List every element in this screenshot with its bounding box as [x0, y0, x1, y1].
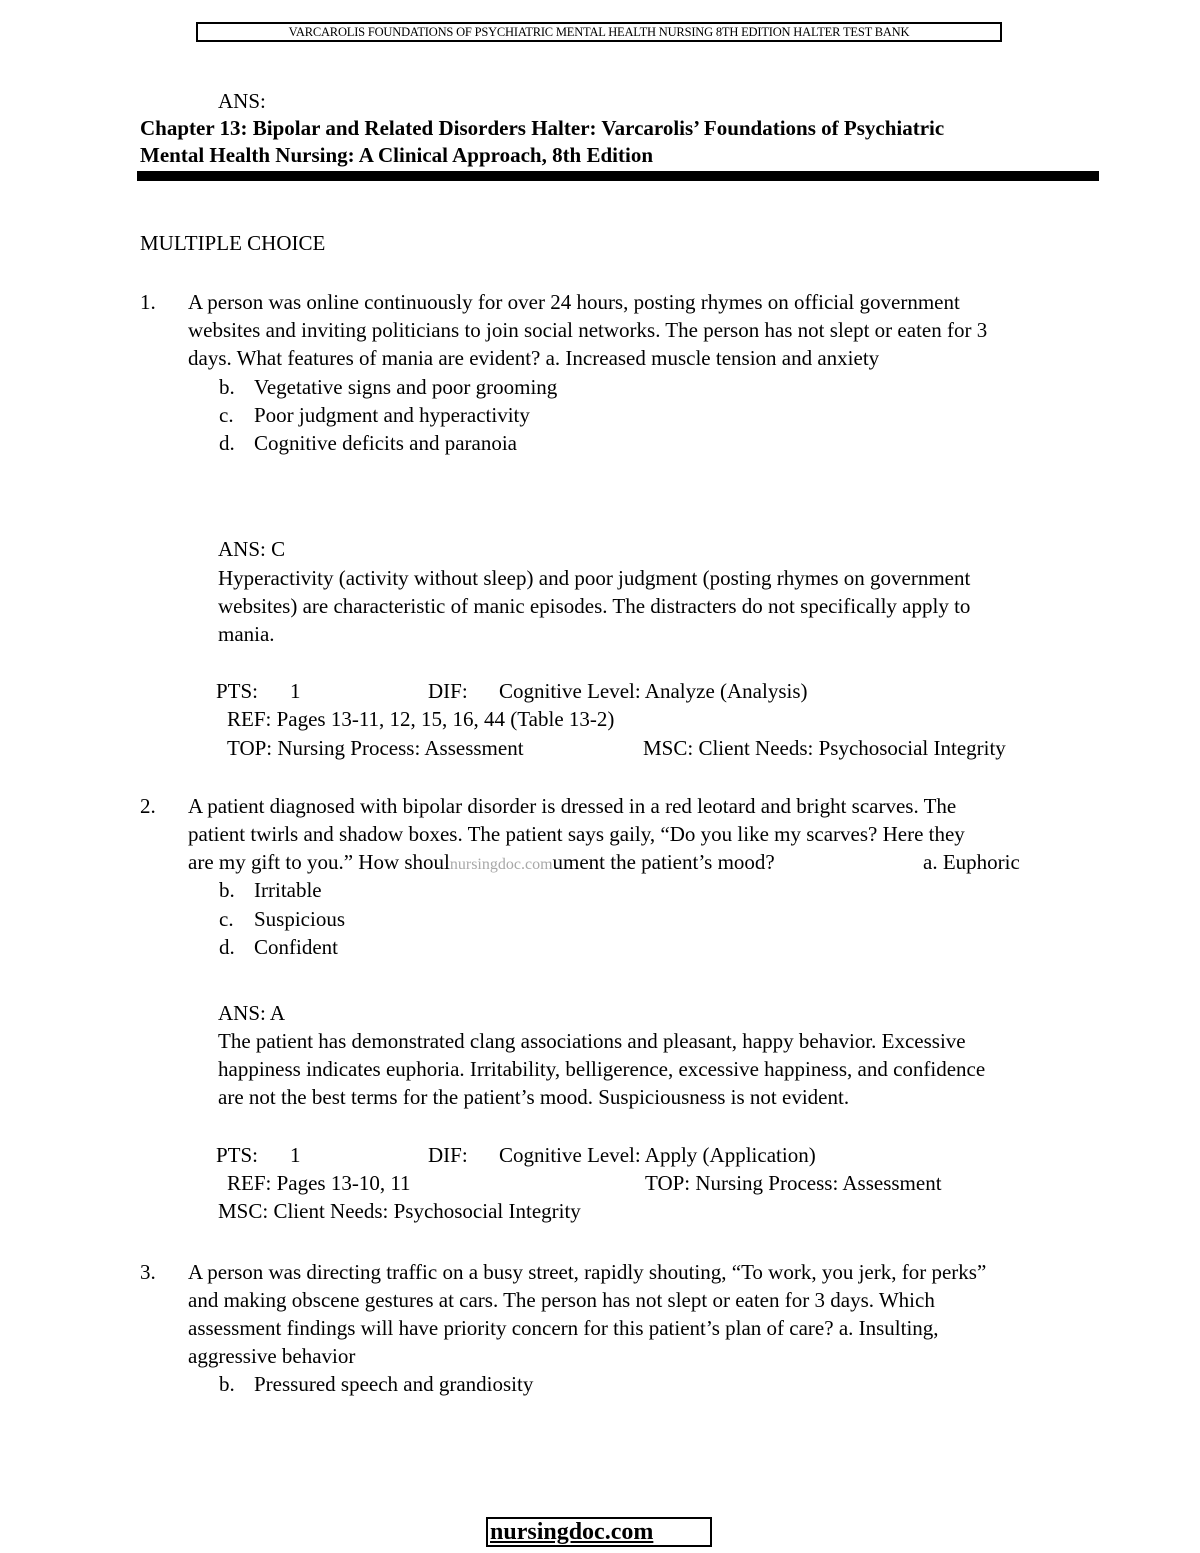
rationale-line: are not the best terms for the patient’s mood. Suspiciousness is not evident. — [218, 1085, 850, 1109]
difficulty-value: Cognitive Level: Apply (Application) — [499, 1143, 816, 1167]
reference: REF: Pages 13-11, 12, 15, 16, 44 (Table 13-2) — [227, 707, 615, 731]
topic: TOP: Nursing Process: Assessment — [227, 736, 524, 760]
option-text: Confident — [254, 935, 338, 959]
question-number: 1. — [140, 290, 156, 314]
option-text: Cognitive deficits and paranoia — [254, 431, 518, 455]
points-label: PTS: — [216, 679, 259, 703]
question-stem-line — [188, 848, 775, 879]
option-letter: b. — [219, 878, 235, 902]
footer-site-link[interactable]: nursingdoc.com — [486, 1517, 712, 1547]
question-stem-line: assessment findings will have priority concern for this patient’s plan of care? a. Insulting, — [188, 1316, 939, 1340]
question-stem-line: aggressive behavior — [188, 1344, 356, 1368]
question-stem-line: days. What features of mania are evident? a. Increased muscle tension and anxiety — [188, 346, 880, 370]
section-heading: MULTIPLE CHOICE — [140, 231, 326, 255]
running-header: VARCAROLIS FOUNDATIONS OF PSYCHIATRIC MENTAL HEALTH NURSING 8TH EDITION HALTER TEST BANK — [196, 22, 1002, 42]
points-label: PTS: — [216, 1143, 259, 1167]
answer-key: ANS: C — [218, 537, 286, 561]
stem-text: are my gift to you.” How shoul — [188, 850, 450, 874]
client-needs: MSC: Client Needs: Psychosocial Integrity — [218, 1199, 581, 1223]
title-divider — [137, 171, 1099, 181]
option-letter: b. — [219, 1372, 235, 1396]
option-letter: c. — [219, 907, 234, 931]
watermark-inline: nursingdoc.com — [449, 856, 553, 873]
question-number: 2. — [140, 794, 156, 818]
question-stem-line: and making obscene gestures at cars. The person has not slept or eaten for 3 days. Which — [188, 1288, 935, 1312]
points-value: 1 — [290, 1143, 301, 1167]
client-needs: MSC: Client Needs: Psychosocial Integrity — [643, 736, 1006, 760]
option-text: Suspicious — [254, 907, 346, 931]
option-letter: c. — [219, 403, 234, 427]
chapter-title-line-1: Chapter 13: Bipolar and Related Disorders Halter: Varcarolis’ Foundations of Psychiatric — [140, 116, 945, 140]
rationale-line: mania. — [218, 622, 275, 646]
difficulty-value: Cognitive Level: Analyze (Analysis) — [499, 679, 808, 703]
option-text: Pressured speech and grandiosity — [254, 1372, 534, 1396]
rationale-line: happiness indicates euphoria. Irritability, belligerence, excessive happiness, and confidence — [218, 1057, 986, 1081]
chapter-title-line-2: Mental Health Nursing: A Clinical Approach, 8th Edition — [140, 143, 654, 167]
question-stem-line: A patient diagnosed with bipolar disorder is dressed in a red leotard and bright scarves. The — [188, 794, 957, 818]
option-text: Vegetative signs and poor grooming — [254, 375, 558, 399]
question-stem-line: patient twirls and shadow boxes. The patient says gaily, “Do you like my scarves? Here they — [188, 822, 965, 846]
rationale-line: websites) are characteristic of manic episodes. The distracters do not specifically apply to — [218, 594, 971, 618]
difficulty-label: DIF: — [428, 1143, 468, 1167]
stem-text: ument the patient’s mood? — [552, 850, 775, 874]
option-letter: d. — [219, 431, 235, 455]
option-a-inline: a. Euphoric — [923, 850, 1020, 874]
topic: TOP: Nursing Process: Assessment — [645, 1171, 942, 1195]
question-number: 3. — [140, 1260, 156, 1284]
option-letter: d. — [219, 935, 235, 959]
option-text: Poor judgment and hyperactivity — [254, 403, 530, 427]
question-stem-line: A person was online continuously for over 24 hours, posting rhymes on official government — [188, 290, 960, 314]
rationale-line: The patient has demonstrated clang associations and pleasant, happy behavior. Excessive — [218, 1029, 966, 1053]
option-text: Irritable — [254, 878, 322, 902]
question-stem-line: websites and inviting politicians to join social networks. The person has not slept or eaten for 3 — [188, 318, 988, 342]
top-answer-label: ANS: — [218, 89, 266, 113]
rationale-line: Hyperactivity (activity without sleep) and poor judgment (posting rhymes on government — [218, 566, 971, 590]
answer-key: ANS: A — [218, 1001, 286, 1025]
difficulty-label: DIF: — [428, 679, 468, 703]
question-stem-line: A person was directing traffic on a busy street, rapidly shouting, “To work, you jerk, for perks” — [188, 1260, 987, 1284]
points-value: 1 — [290, 679, 301, 703]
option-letter: b. — [219, 375, 235, 399]
reference: REF: Pages 13-10, 11 — [227, 1171, 411, 1195]
